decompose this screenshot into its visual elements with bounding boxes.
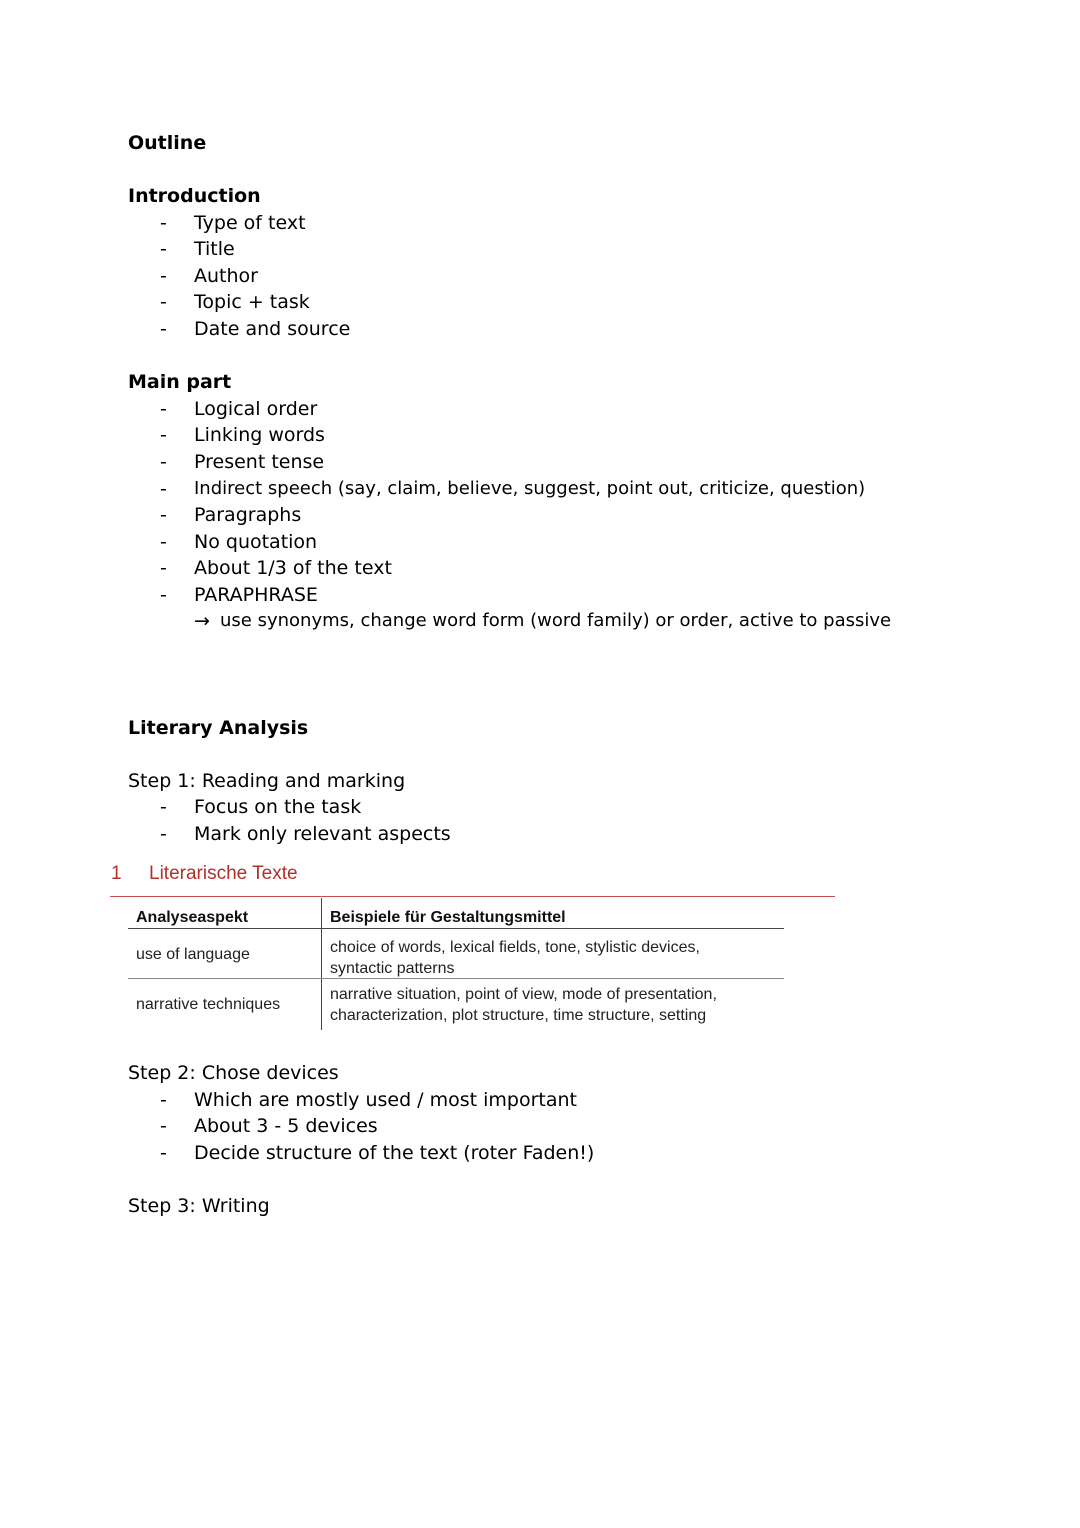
bullet-dash: -	[160, 318, 167, 340]
table-row-rule	[128, 978, 784, 979]
bullet-dash: -	[160, 504, 167, 526]
bullet-dash: -	[160, 478, 167, 500]
list-item: Linking words	[194, 424, 325, 446]
list-item: Mark only relevant aspects	[194, 823, 451, 845]
bullet-dash: -	[160, 424, 167, 446]
list-item: Topic + task	[194, 291, 310, 313]
step3-label: Step 3: Writing	[128, 1195, 270, 1217]
list-item: Author	[194, 265, 258, 287]
table-header-rule	[322, 928, 784, 929]
table-column-divider	[321, 898, 322, 1030]
literary-analysis-heading: Literary Analysis	[128, 717, 309, 739]
section-number: 1	[111, 863, 122, 884]
list-item: Type of text	[194, 212, 306, 234]
outline-heading: Outline	[128, 132, 207, 154]
table-row-examples: choice of words, lexical fields, tone, stylistic devices,	[330, 939, 700, 956]
table-header-aspect: Analyseaspekt	[136, 909, 249, 926]
main-part-heading: Main part	[128, 371, 232, 393]
bullet-dash: -	[160, 451, 167, 473]
section-divider	[110, 896, 835, 897]
list-item: Present tense	[194, 451, 325, 473]
arrow-right-icon: →	[194, 610, 210, 632]
step2-label: Step 2: Chose devices	[128, 1062, 339, 1084]
bullet-dash: -	[160, 584, 167, 606]
list-item: About 3 - 5 devices	[194, 1115, 378, 1137]
table-header-rule	[128, 928, 322, 929]
table-header-examples: Beispiele für Gestaltungsmittel	[330, 909, 566, 926]
list-item: PARAPHRASE	[194, 584, 318, 606]
list-item: Paragraphs	[194, 504, 302, 526]
bullet-dash: -	[160, 1142, 167, 1164]
list-item: About 1/3 of the text	[194, 557, 392, 579]
list-item: No quotation	[194, 531, 318, 553]
list-item: Decide structure of the text (roter Faden!)	[194, 1142, 595, 1164]
table-row-aspect: use of language	[136, 946, 250, 963]
bullet-dash: -	[160, 212, 167, 234]
list-item: Which are mostly used / most important	[194, 1089, 578, 1111]
bullet-dash: -	[160, 291, 167, 313]
analysis-table	[128, 898, 784, 1030]
bullet-dash: -	[160, 796, 167, 818]
bullet-dash: -	[160, 557, 167, 579]
table-row-examples: characterization, plot structure, time structure, setting	[330, 1007, 707, 1024]
bullet-dash: -	[160, 398, 167, 420]
list-item: Logical order	[194, 398, 318, 420]
section-title: Literarische Texte	[149, 863, 298, 884]
list-item: Focus on the task	[194, 796, 362, 818]
bullet-dash: -	[160, 531, 167, 553]
list-item: Title	[194, 238, 235, 260]
table-row-aspect: narrative techniques	[136, 996, 281, 1013]
bullet-dash: -	[160, 823, 167, 845]
bullet-dash: -	[160, 238, 167, 260]
introduction-heading: Introduction	[128, 185, 261, 207]
table-row-examples: narrative situation, point of view, mode of presentation,	[330, 986, 717, 1003]
bullet-dash: -	[160, 1089, 167, 1111]
list-item: Indirect speech (say, claim, believe, suggest, point out, criticize, question)	[194, 478, 866, 499]
step1-label: Step 1: Reading and marking	[128, 770, 406, 792]
bullet-dash: -	[160, 265, 167, 287]
list-item: Date and source	[194, 318, 351, 340]
bullet-dash: -	[160, 1115, 167, 1137]
table-row-examples: syntactic patterns	[330, 960, 455, 977]
paraphrase-note: use synonyms, change word form (word family) or order, active to passive	[220, 610, 892, 631]
